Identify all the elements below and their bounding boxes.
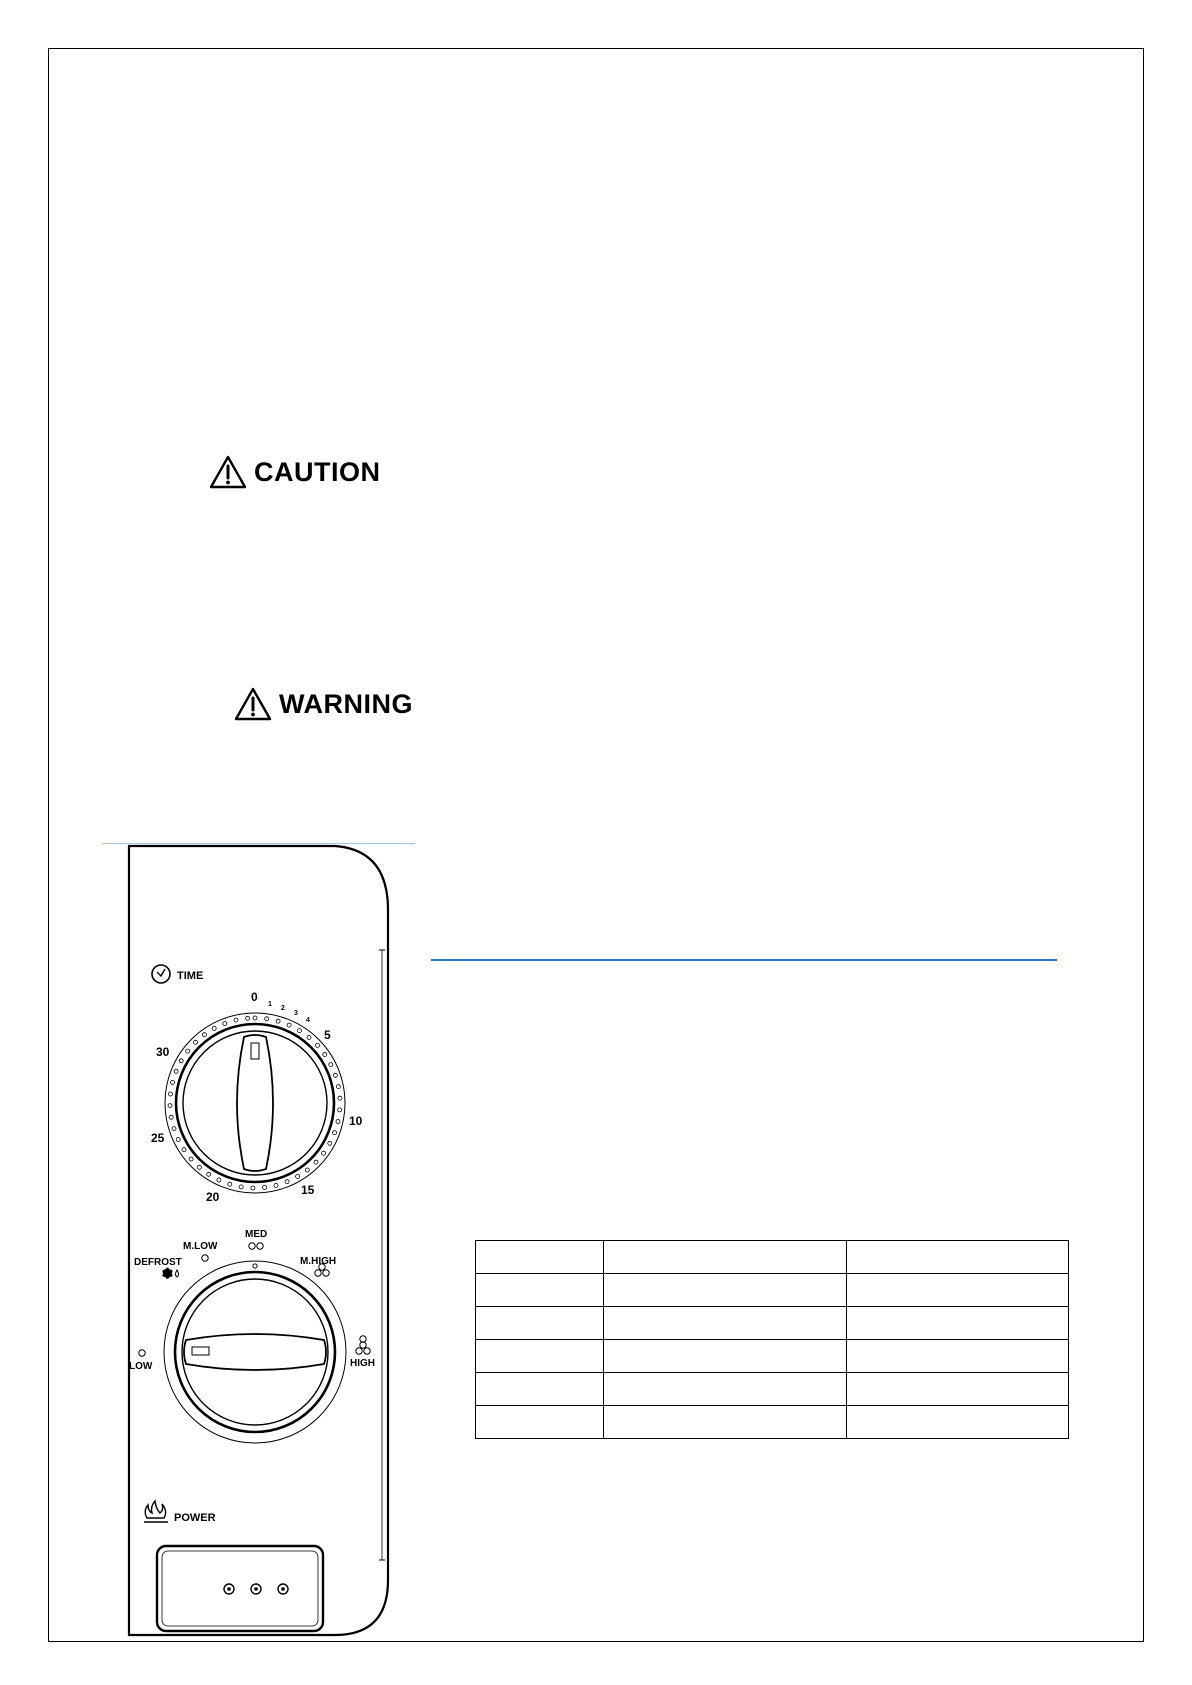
time-label: TIME (177, 970, 204, 982)
knob-tick (316, 1043, 320, 1047)
table-cell (847, 1373, 1069, 1406)
table-cell (847, 1274, 1069, 1307)
knob-tick (298, 1029, 302, 1033)
table-row (476, 1241, 1069, 1274)
knob-tick (171, 1080, 175, 1084)
knob-tick (305, 1168, 309, 1172)
knob-tick (336, 1085, 340, 1089)
table-cell (847, 1406, 1069, 1439)
table-cell (847, 1307, 1069, 1340)
caution-label: CAUTION (254, 456, 381, 487)
knob-tick (228, 1182, 232, 1186)
time-mark-4: 4 (306, 1017, 310, 1024)
knob-tick (194, 1040, 198, 1044)
knob-tick (314, 1160, 318, 1164)
table-cell (476, 1241, 604, 1274)
knob-tick (253, 1016, 257, 1020)
time-mark-0: 0 (251, 990, 258, 1004)
knob-tick (287, 1023, 291, 1027)
time-mark-30: 30 (156, 1045, 170, 1059)
knob-tick (333, 1073, 337, 1077)
power-level-high: HIGH (350, 1358, 375, 1369)
time-mark-20: 20 (206, 1190, 220, 1204)
start-button[interactable] (157, 1546, 323, 1631)
table-cell (476, 1274, 604, 1307)
knob-tick (172, 1127, 176, 1131)
knob-tick (207, 1172, 211, 1176)
table-cell (476, 1340, 604, 1373)
time-mark-3: 3 (294, 1010, 298, 1017)
knob-tick (234, 1018, 238, 1022)
power-label: POWER (174, 1512, 216, 1524)
knob-tick (323, 1053, 327, 1057)
time-mark-10: 10 (349, 1114, 363, 1128)
table-cell (604, 1340, 847, 1373)
table-row (476, 1274, 1069, 1307)
knob-tick (251, 1186, 255, 1190)
warning-triangle-icon (208, 454, 248, 490)
knob-tick (217, 1178, 221, 1182)
knob-tick (333, 1131, 337, 1135)
knob-tick (168, 1104, 172, 1108)
time-knob[interactable] (165, 1013, 345, 1193)
knob-tick (169, 1115, 173, 1119)
table-cell (604, 1241, 847, 1274)
knob-tick (197, 1165, 201, 1169)
power-level-med: MED (245, 1229, 268, 1240)
table-cell (604, 1274, 847, 1307)
time-mark-2: 2 (281, 1005, 285, 1012)
knob-tick (336, 1120, 340, 1124)
knob-tick (265, 1017, 269, 1021)
time-mark-5: 5 (324, 1028, 331, 1042)
knob-tick (328, 1141, 332, 1145)
power-level-low: LOW (129, 1361, 153, 1372)
panel-outline (129, 846, 388, 1635)
warning-heading (233, 686, 413, 722)
table-cell (604, 1406, 847, 1439)
knob-tick (202, 1033, 206, 1037)
caution-heading (208, 454, 381, 490)
knob-tick (338, 1096, 342, 1100)
knob-tick (182, 1148, 186, 1152)
time-mark-1: 1 (268, 1001, 272, 1008)
knob-tick (212, 1026, 216, 1030)
svg-text:❄: ❄ (162, 1266, 173, 1281)
power-level-mlow: M.LOW (183, 1241, 218, 1252)
table-cell (604, 1307, 847, 1340)
power-level-mhigh: M.HIGH (300, 1256, 337, 1267)
power-level-table (475, 1240, 1069, 1439)
time-mark-15: 15 (301, 1183, 315, 1197)
knob-tick (174, 1069, 178, 1073)
control-panel-illustration (120, 840, 400, 1642)
knob-tick (179, 1059, 183, 1063)
knob-tick (186, 1049, 190, 1053)
table-row (476, 1307, 1069, 1340)
knob-tick (307, 1035, 311, 1039)
time-mark-25: 25 (151, 1131, 165, 1145)
power-level-defrost: DEFROST (134, 1257, 182, 1268)
table-cell (847, 1340, 1069, 1373)
knob-tick (285, 1180, 289, 1184)
table-cell (476, 1373, 604, 1406)
knob-tick (329, 1063, 333, 1067)
knob-tick (239, 1185, 243, 1189)
table-row (476, 1406, 1069, 1439)
knob-tick (169, 1092, 173, 1096)
knob-tick (322, 1151, 326, 1155)
table-row (476, 1373, 1069, 1406)
table-cell (604, 1373, 847, 1406)
knob-tick (296, 1175, 300, 1179)
knob-tick (253, 1264, 257, 1268)
clock-icon (152, 965, 170, 983)
warning-label: WARNING (279, 688, 413, 719)
heading-underline (431, 959, 1057, 961)
table-cell (847, 1241, 1069, 1274)
power-knob[interactable] (164, 1261, 346, 1443)
knob-tick (276, 1019, 280, 1023)
table-row (476, 1340, 1069, 1373)
table-cell (476, 1406, 604, 1439)
table-cell (476, 1307, 604, 1340)
knob-tick (274, 1183, 278, 1187)
knob-tick (176, 1138, 180, 1142)
warning-triangle-icon (233, 686, 273, 722)
flame-icon (144, 1501, 168, 1522)
knob-tick (246, 1016, 250, 1020)
knob-tick (263, 1186, 267, 1190)
knob-tick (223, 1022, 227, 1026)
knob-tick (189, 1157, 193, 1161)
knob-tick (338, 1108, 342, 1112)
